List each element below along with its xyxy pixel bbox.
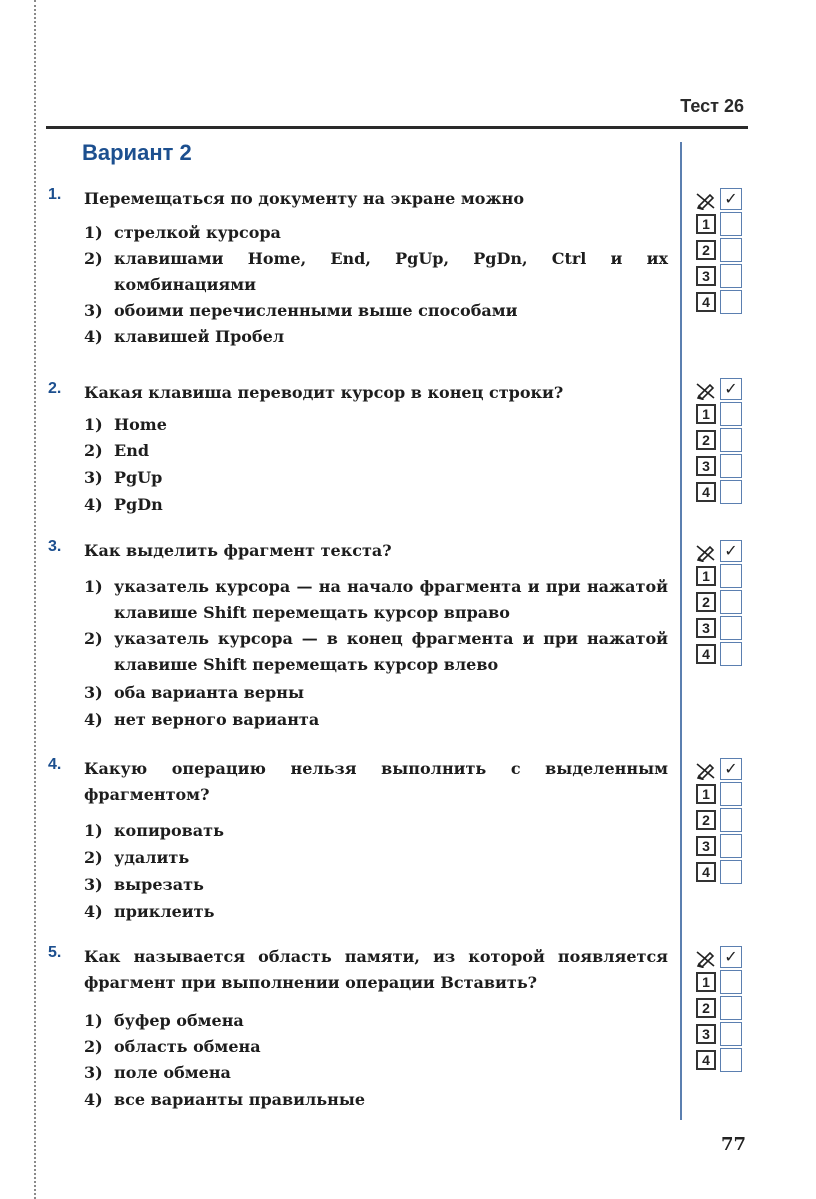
option-number: 1) xyxy=(84,415,103,434)
option-3 xyxy=(84,298,668,324)
question-number: 5. xyxy=(48,944,62,961)
option-number: 2) xyxy=(84,1037,103,1056)
answer-number: 4 xyxy=(696,862,716,882)
answer-box[interactable] xyxy=(720,590,742,614)
option-text: вырезать xyxy=(114,875,204,894)
answer-number: 2 xyxy=(696,592,716,612)
option-number: 3) xyxy=(84,468,103,487)
answer-number: 1 xyxy=(696,404,716,424)
answer-box[interactable] xyxy=(720,834,742,858)
check-box: ✓ xyxy=(720,758,742,780)
answer-box[interactable] xyxy=(720,808,742,832)
answer-box[interactable] xyxy=(720,428,742,452)
option-text: буфер обмена xyxy=(114,1011,244,1030)
answer-box[interactable] xyxy=(720,290,742,314)
option-text: приклеить xyxy=(114,902,215,921)
option-text: PgDn xyxy=(114,495,163,514)
answer-number: 4 xyxy=(696,644,716,664)
option-text: удалить xyxy=(114,848,190,867)
cut-line xyxy=(34,0,36,1199)
option-1 xyxy=(84,1008,668,1034)
option-text: End xyxy=(114,441,150,460)
answer-box[interactable] xyxy=(720,212,742,236)
option-3 xyxy=(84,680,668,706)
option-text: клавишей Пробел xyxy=(114,327,285,346)
option-2 xyxy=(84,438,668,464)
pencil-icon xyxy=(696,190,716,210)
answer-number: 2 xyxy=(696,430,716,450)
answer-number: 1 xyxy=(696,566,716,586)
option-3 xyxy=(84,1060,668,1086)
option-2 xyxy=(84,1034,668,1060)
option-2 xyxy=(84,626,668,678)
option-4 xyxy=(84,1087,668,1113)
option-4 xyxy=(84,492,668,518)
answer-grid-4 xyxy=(694,758,750,886)
option-number: 4) xyxy=(84,902,103,921)
answer-box[interactable] xyxy=(720,970,742,994)
answer-number: 2 xyxy=(696,240,716,260)
page-number: 77 xyxy=(720,1134,746,1155)
option-text: копировать xyxy=(114,821,224,840)
variant-title: Вариант 2 xyxy=(82,140,192,165)
option-number: 1) xyxy=(84,1011,103,1030)
option-number: 2) xyxy=(84,629,103,648)
answer-grid-3 xyxy=(694,540,750,668)
answer-box[interactable] xyxy=(720,782,742,806)
option-text: все варианты правильные xyxy=(114,1090,366,1109)
answer-number: 3 xyxy=(696,1024,716,1044)
answer-box[interactable] xyxy=(720,1048,742,1072)
question-number: 1. xyxy=(48,186,62,203)
option-1 xyxy=(84,574,668,626)
answer-number: 3 xyxy=(696,836,716,856)
answer-box[interactable] xyxy=(720,642,742,666)
answer-grid-1 xyxy=(694,188,750,316)
option-2 xyxy=(84,845,668,871)
option-4 xyxy=(84,324,668,350)
option-3 xyxy=(84,872,668,898)
option-4 xyxy=(84,899,668,925)
check-box: ✓ xyxy=(720,540,742,562)
answer-grid-2 xyxy=(694,378,750,506)
answer-number: 3 xyxy=(696,456,716,476)
option-number: 1) xyxy=(84,821,103,840)
option-text: PgUp xyxy=(114,468,163,487)
option-text: указатель курсора — на начало фрагмента и при нажатой клавише Shift перемещать курсор вправо xyxy=(114,577,668,622)
option-text: нет верного варианта xyxy=(114,710,320,729)
answer-box[interactable] xyxy=(720,1022,742,1046)
option-text: поле обмена xyxy=(114,1063,231,1082)
option-number: 2) xyxy=(84,441,103,460)
option-text: клавишами Home, End, PgUp, PgDn, Ctrl и их комбинациями xyxy=(114,249,668,294)
answer-box[interactable] xyxy=(720,480,742,504)
header-rule xyxy=(46,126,748,129)
option-number: 2) xyxy=(84,249,103,268)
option-number: 4) xyxy=(84,495,103,514)
answer-number: 4 xyxy=(696,292,716,312)
answer-box[interactable] xyxy=(720,616,742,640)
question-text: Как называется область памяти, из которой появляется фрагмент при выполнении операции Вставить? xyxy=(84,947,668,992)
pencil-icon xyxy=(696,760,716,780)
answer-box[interactable] xyxy=(720,860,742,884)
option-number: 4) xyxy=(84,710,103,729)
answer-number: 2 xyxy=(696,998,716,1018)
answer-box[interactable] xyxy=(720,238,742,262)
question-text: Какую операцию нельзя выполнить с выделенным фрагментом? xyxy=(84,759,668,804)
answer-column-rule xyxy=(680,142,682,1120)
question-text: Какая клавиша переводит курсор в конец строки? xyxy=(84,383,564,402)
option-number: 2) xyxy=(84,848,103,867)
answer-number: 4 xyxy=(696,1050,716,1070)
question-number: 4. xyxy=(48,756,62,773)
check-box: ✓ xyxy=(720,378,742,400)
option-number: 3) xyxy=(84,683,103,702)
check-box: ✓ xyxy=(720,188,742,210)
answer-grid-5 xyxy=(694,946,750,1074)
question-number: 3. xyxy=(48,538,62,555)
answer-number: 2 xyxy=(696,810,716,830)
option-number: 3) xyxy=(84,301,103,320)
option-4 xyxy=(84,707,668,733)
option-number: 3) xyxy=(84,875,103,894)
option-number: 4) xyxy=(84,1090,103,1109)
option-text: Home xyxy=(114,415,167,434)
question-text: Перемещаться по документу на экране можно xyxy=(84,189,524,208)
option-number: 1) xyxy=(84,577,103,596)
answer-number: 1 xyxy=(696,214,716,234)
pencil-icon xyxy=(696,948,716,968)
answer-box[interactable] xyxy=(720,402,742,426)
pencil-icon xyxy=(696,542,716,562)
option-3 xyxy=(84,465,668,491)
option-text: область обмена xyxy=(114,1037,261,1056)
test-title: Тест 26 xyxy=(680,96,744,116)
option-1 xyxy=(84,220,668,246)
answer-number: 3 xyxy=(696,618,716,638)
option-number: 4) xyxy=(84,327,103,346)
option-text: обоими перечисленными выше способами xyxy=(114,301,518,320)
question-number: 2. xyxy=(48,380,62,397)
answer-number: 1 xyxy=(696,972,716,992)
answer-box[interactable] xyxy=(720,454,742,478)
option-number: 1) xyxy=(84,223,103,242)
pencil-icon xyxy=(696,380,716,400)
option-text: оба варианта верны xyxy=(114,683,304,702)
answer-box[interactable] xyxy=(720,564,742,588)
answer-number: 4 xyxy=(696,482,716,502)
question-text: Как выделить фрагмент текста? xyxy=(84,541,392,560)
option-text: стрелкой курсора xyxy=(114,223,281,242)
answer-number: 1 xyxy=(696,784,716,804)
option-1 xyxy=(84,412,668,438)
check-box: ✓ xyxy=(720,946,742,968)
option-number: 3) xyxy=(84,1063,103,1082)
answer-box[interactable] xyxy=(720,996,742,1020)
option-1 xyxy=(84,818,668,844)
option-2 xyxy=(84,246,668,298)
answer-number: 3 xyxy=(696,266,716,286)
answer-box[interactable] xyxy=(720,264,742,288)
option-text: указатель курсора — в конец фрагмента и при нажатой клавише Shift перемещать курсор влево xyxy=(114,629,668,674)
